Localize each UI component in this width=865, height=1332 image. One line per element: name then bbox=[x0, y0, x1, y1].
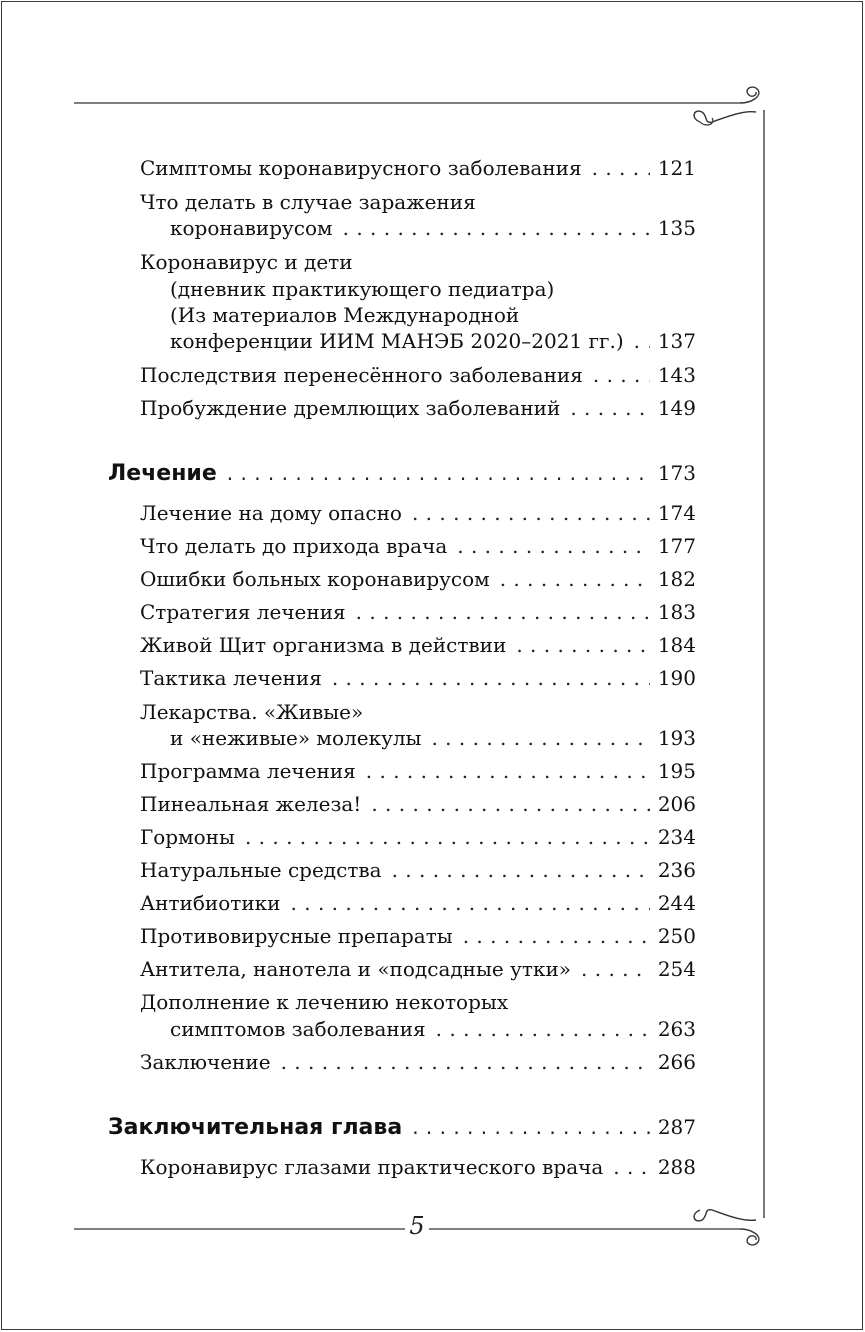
toc-entry-page: 137 bbox=[657, 329, 696, 353]
toc-entry[interactable] bbox=[140, 533, 696, 559]
leader-dots bbox=[291, 890, 650, 916]
toc-entry-title: Программа лечения bbox=[140, 759, 356, 783]
toc-entry[interactable] bbox=[140, 155, 696, 181]
toc-entry[interactable] bbox=[170, 1016, 696, 1042]
toc-entry-title: Ошибки больных коронавирусом bbox=[140, 567, 490, 591]
leader-dots bbox=[366, 758, 650, 784]
toc-entry[interactable] bbox=[140, 566, 696, 592]
toc-entry-title: конференции ИИМ МАНЭБ 2020–2021 гг.) bbox=[170, 329, 624, 353]
section-page: 287 bbox=[657, 1115, 696, 1139]
toc-entry-title: Антитела, нанотела и «подсадные утки» bbox=[140, 957, 572, 981]
leader-dots bbox=[634, 328, 650, 354]
leader-dots bbox=[412, 500, 650, 526]
toc-entry-page: 250 bbox=[657, 924, 696, 948]
toc-entry-title: Гормоны bbox=[140, 825, 235, 849]
toc-entry-title: Заключение bbox=[140, 1050, 271, 1074]
toc-section-treatment[interactable] bbox=[108, 460, 696, 487]
leader-dots bbox=[392, 857, 650, 883]
page-number: 5 bbox=[405, 1212, 429, 1240]
toc-entry[interactable] bbox=[140, 923, 696, 949]
toc-entry[interactable] bbox=[140, 665, 696, 691]
toc-entry-line: (дневник практикующего педиатра) bbox=[170, 277, 555, 301]
leader-dots bbox=[227, 460, 650, 486]
toc-entry-line: (Из материалов Международной bbox=[170, 303, 520, 327]
toc-entry-page: 193 bbox=[657, 726, 696, 750]
leader-dots bbox=[516, 632, 650, 658]
toc-entry-page: 263 bbox=[657, 1017, 696, 1041]
toc-entry-title: Стратегия лечения bbox=[140, 600, 346, 624]
toc-entry[interactable] bbox=[140, 500, 696, 526]
leader-dots bbox=[431, 725, 649, 751]
toc-entry-page: 190 bbox=[657, 666, 696, 690]
toc-entry-page: 254 bbox=[657, 957, 696, 981]
leader-dots bbox=[332, 665, 650, 691]
toc-entry[interactable] bbox=[140, 395, 696, 421]
toc-entry-page: 182 bbox=[657, 567, 696, 591]
toc-entry-line: Лекарства. «Живые» bbox=[140, 700, 364, 724]
toc-entry-page: 195 bbox=[657, 759, 696, 783]
toc-entry-title: Последствия перенесённого заболевания bbox=[140, 363, 583, 387]
toc-entry[interactable] bbox=[140, 824, 696, 850]
toc-entry[interactable] bbox=[140, 758, 696, 784]
leader-dots bbox=[463, 923, 650, 949]
leader-dots bbox=[245, 824, 650, 850]
toc-entry-page: 149 bbox=[657, 396, 696, 420]
toc-entry-page: 121 bbox=[657, 156, 696, 180]
toc-entry-title: Антибиотики bbox=[140, 891, 281, 915]
toc-entry-page: 143 bbox=[657, 363, 696, 387]
leader-dots bbox=[371, 791, 649, 817]
toc-entry[interactable] bbox=[140, 890, 696, 916]
toc-entry[interactable] bbox=[140, 632, 696, 658]
toc-entry-title: Натуральные средства bbox=[140, 858, 382, 882]
toc-entry-page: 135 bbox=[657, 216, 696, 240]
toc-entry-page: 244 bbox=[657, 891, 696, 915]
leader-dots bbox=[412, 1114, 650, 1140]
toc-entry[interactable] bbox=[140, 1049, 696, 1075]
toc-entry[interactable] bbox=[170, 725, 696, 751]
leader-dots bbox=[281, 1049, 650, 1075]
toc-entry[interactable] bbox=[140, 362, 696, 388]
leader-dots bbox=[570, 395, 650, 421]
toc-entry-title: Противовирусные препараты bbox=[140, 924, 453, 948]
toc-entry-title: Что делать до прихода врача bbox=[140, 534, 448, 558]
toc-entry-title: симптомов заболевания bbox=[170, 1017, 426, 1041]
toc-entry-title: Пинеальная железа! bbox=[140, 792, 362, 816]
toc-entry[interactable] bbox=[140, 1154, 696, 1180]
toc-entry-title: Живой Щит организма в действии bbox=[140, 633, 507, 657]
leader-dots bbox=[613, 1154, 650, 1180]
toc-entry-page: 177 bbox=[657, 534, 696, 558]
toc-entry-page: 184 bbox=[657, 633, 696, 657]
leader-dots bbox=[457, 533, 650, 559]
section-page: 173 bbox=[657, 461, 696, 485]
leader-dots bbox=[436, 1016, 650, 1042]
toc-entry-page: 206 bbox=[657, 792, 696, 816]
toc-entry[interactable] bbox=[140, 857, 696, 883]
section-title: Лечение bbox=[108, 461, 217, 486]
toc-entry-line: Дополнение к лечению некоторых bbox=[140, 990, 509, 1014]
toc-entry-title: Коронавирус глазами практического врача bbox=[140, 1155, 604, 1179]
toc-section-final[interactable] bbox=[108, 1114, 696, 1141]
toc-entry[interactable] bbox=[140, 956, 696, 982]
toc-entry-title: и «неживые» молекулы bbox=[170, 726, 422, 750]
toc-entry-title: Пробуждение дремлющих заболеваний bbox=[140, 396, 561, 420]
toc-entry[interactable] bbox=[140, 791, 696, 817]
toc-entry[interactable] bbox=[170, 215, 696, 241]
toc-entry-title: Лечение на дому опасно bbox=[140, 501, 402, 525]
toc-entry-title: Тактика лечения bbox=[140, 666, 322, 690]
leader-dots bbox=[592, 155, 650, 181]
leader-dots bbox=[593, 362, 650, 388]
toc-entry-page: 183 bbox=[657, 600, 696, 624]
toc-entry-title: Симптомы коронавирусного заболевания bbox=[140, 156, 582, 180]
leader-dots bbox=[581, 956, 650, 982]
toc-entry[interactable] bbox=[170, 328, 696, 354]
leader-dots bbox=[500, 566, 650, 592]
leader-dots bbox=[343, 215, 650, 241]
leader-dots bbox=[356, 599, 650, 625]
toc-entry[interactable] bbox=[140, 599, 696, 625]
toc-entry-page: 266 bbox=[657, 1050, 696, 1074]
toc-entry-line: Что делать в случае заражения bbox=[140, 190, 476, 214]
toc-entry-page: 236 bbox=[657, 858, 696, 882]
toc-entry-line: Коронавирус и дети bbox=[140, 250, 353, 274]
toc-entry-page: 174 bbox=[657, 501, 696, 525]
toc-entry-page: 234 bbox=[657, 825, 696, 849]
toc-entry-page: 288 bbox=[657, 1155, 696, 1179]
toc-entry-title: коронавирусом bbox=[170, 216, 333, 240]
section-title: Заключительная глава bbox=[108, 1115, 403, 1140]
